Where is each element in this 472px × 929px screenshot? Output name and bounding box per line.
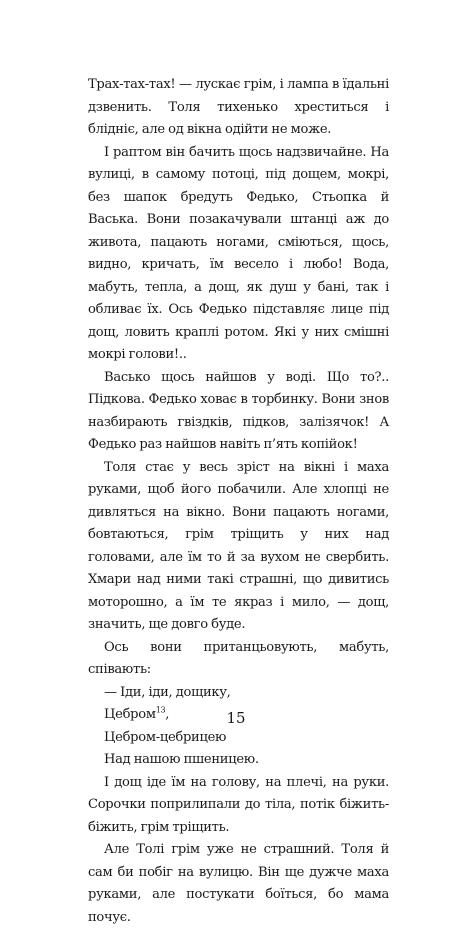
paragraph-6: І дощ іде їм на голову, на плечі, на руки. Сорочки поприлипали до тіла, потік біжить-біжить, грім тріщить. — [88, 774, 389, 835]
page-body — [88, 74, 389, 929]
verse-line-1-text: — Іди, іди, дощику, — [104, 684, 231, 700]
verse-line-4 — [88, 749, 389, 772]
verse-line-2-tail: , — [165, 707, 170, 722]
paragraph-1: Трах-тах-тах! — лускає грім, і лампа в їдальні дзвенить. Толя тихенько хреститься і блідніє, але од вікна одійти не може. — [88, 77, 389, 137]
footnote-marker[interactable]: 13 — [155, 705, 166, 715]
paragraph-4: Толя стає у весь зріст на вікні і маха руками, щоб його побачили. Але хлопці не дивляться на вікно. Вони пацають ногами, бовтаються, грім тріщить у них над головами, але їм то й за вухом не свербить. Хмари над ними такі страшні, що дивитись моторошно, а їм те якраз і мило, — дощ, значить, ще довго буде. — [88, 459, 389, 632]
verse-line-2-text: Цебром — [104, 707, 156, 722]
paragraph-2: І раптом він бачить щось надзвичайне. На вулиці, в самому потоці, під дощем, мокрі, без шапок бредуть Федько, Стьопка й Васька. Вони позакачували штанці аж до живота, пацають ногами, сміються, щось, видно, кричать, їм весело і любо! Вода, мабуть, тепла, а дощ, як душ у бані, так і обливає їх. Ось Федько підставляє лице під дощ, ловить краплі ротом. Які у них смішні мокрі голови!.. — [88, 144, 389, 362]
paragraph-5: Ось вони пританцьовують, мабуть, співають: — [88, 639, 389, 677]
verse-line-1 — [88, 682, 389, 705]
page-number: 15 — [226, 709, 246, 727]
paragraph-3: Васько щось найшов у воді. Що то?.. Підкова. Федько ховає в торбинку. Вони знов назбирають гвіздків, підков, залізячок! А Федько раз найшов навіть п’ять копійок! — [88, 369, 389, 452]
paragraph-7: Але Толі грім уже не страшний. Толя й сам би побіг на вулицю. Він ще дужче маха руками, але постукати боїться, бо мама почує. — [88, 842, 389, 925]
verse-line-3 — [88, 727, 389, 750]
verse-line-3-text: Цебром-цебрицею — [104, 729, 227, 745]
verse-line-4-text: Над нашою пшеницею. — [104, 752, 259, 767]
